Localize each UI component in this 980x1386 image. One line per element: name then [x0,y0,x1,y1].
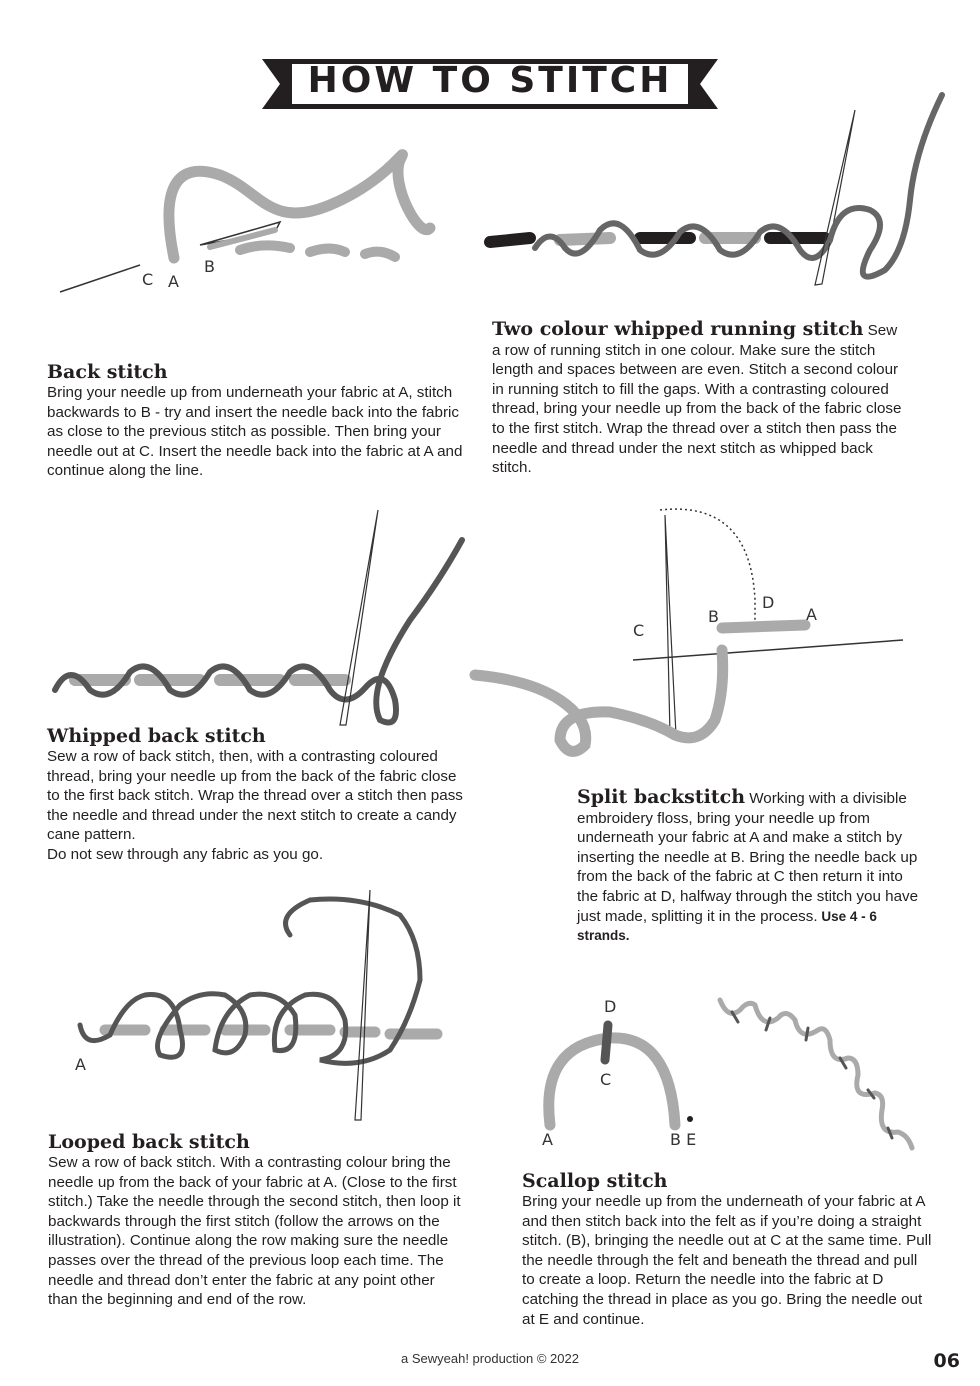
back-stitch-illustration [60,155,430,292]
footer-credit: a Sewyeah! production © 2022 [401,1351,579,1366]
two-colour-heading: Two colour whipped running stitch [492,318,864,340]
label-d: D [604,997,617,1016]
page-title: HOW TO STITCH [307,60,673,101]
whipped-back-text: Sew a row of back stitch, then, with a contrasting coloured thread, bring your needle up from the back of the fabric close to the first back stitch. Wrap the thread over a stitch then pass the needle and thread under the next stitch to create a candy cane pattern. [47,748,463,844]
label-a: A [168,272,179,291]
scallop-illustration [542,997,912,1149]
label-c: C [142,270,154,289]
back-stitch-text: Bring your needle up from underneath your fabric at A, stitch backwards to B - try and insert the needle back into the fabric as close to the previous stitch as possible. Then bring your needle out at C. Insert the needle back into the fabric at A and continue along the line. [47,384,463,480]
label-c: C [600,1070,612,1089]
label-a: A [806,605,817,624]
label-c: C [633,621,645,640]
whipped-back-section [47,725,467,865]
split-backstitch-section [577,788,922,946]
split-backstitch-strands: Use 4 - 6 strands. [577,908,877,944]
label-be: B E [670,1130,697,1149]
split-backstitch-text: Working with a divisible embroidery floss, bring your needle up from underneath your fabric at A and make a stitch by inserting the needle at B. Bring the needle back up from the back of the fabric at C then return it into the fabric at D, halfway through the stitch you have just made, splitting it in the process. [577,790,919,925]
looped-back-heading: Looped back stitch [48,1131,250,1153]
whipped-back-text-2: Do not sew through any fabric as you go. [47,845,324,863]
label-b: B [204,257,215,276]
two-colour-section [492,320,904,478]
scallop-section [522,1170,932,1329]
whipped-back-heading: Whipped back stitch [47,725,266,747]
page-number: 06 [933,1350,960,1372]
looped-back-text: Sew a row of back stitch. With a contrasting colour bring the needle up from the back of your fabric at A. (Close to the first stitch.) Take the needle through the second stitch, then loop it backwards through the first stitch (follow the arrows on the illustration). Continue along the row making sure the needle passes over the thread of the previous loop each time. The needle and thread don’t enter the fabric at any point other than the beginning and end of the row. [48,1154,461,1309]
whipped-back-illustration [55,510,462,725]
back-stitch-heading: Back stitch [47,361,168,383]
looped-back-illustration [75,890,437,1120]
label-b: B [708,607,719,626]
scallop-text: Bring your needle up from the underneath of your fabric at A and then stitch back into the felt as if you’re doing a straight stitch. (B), bringing the needle out at C at the same time. Pull the needle through the felt and beneath the thread and pull to create a loop. Return the needle into the fabric at D catching the thread in place as you go. Bring the needle out at E and continue. [522,1193,932,1328]
back-stitch-section [47,361,477,481]
two-colour-illustration [490,95,942,285]
label-a: A [75,1055,86,1074]
split-backstitch-heading: Split backstitch [577,786,746,808]
split-backstitch-illustration [475,509,903,751]
two-colour-text: Sew a row of running stitch in one colour. Make sure the stitch length and spaces between are even. Stitch a second colour in running stitch to fill the gaps. With a contrasting coloured thread, bring your needle up from the back of the fabric close to the first stitch. Wrap the thread over a stitch then pass the needle and thread under the next stitch as whipped back stitch. [492,322,902,477]
label-d: D [762,593,775,612]
scallop-heading: Scallop stitch [522,1170,668,1192]
label-a: A [542,1130,553,1149]
looped-back-section [48,1131,466,1310]
